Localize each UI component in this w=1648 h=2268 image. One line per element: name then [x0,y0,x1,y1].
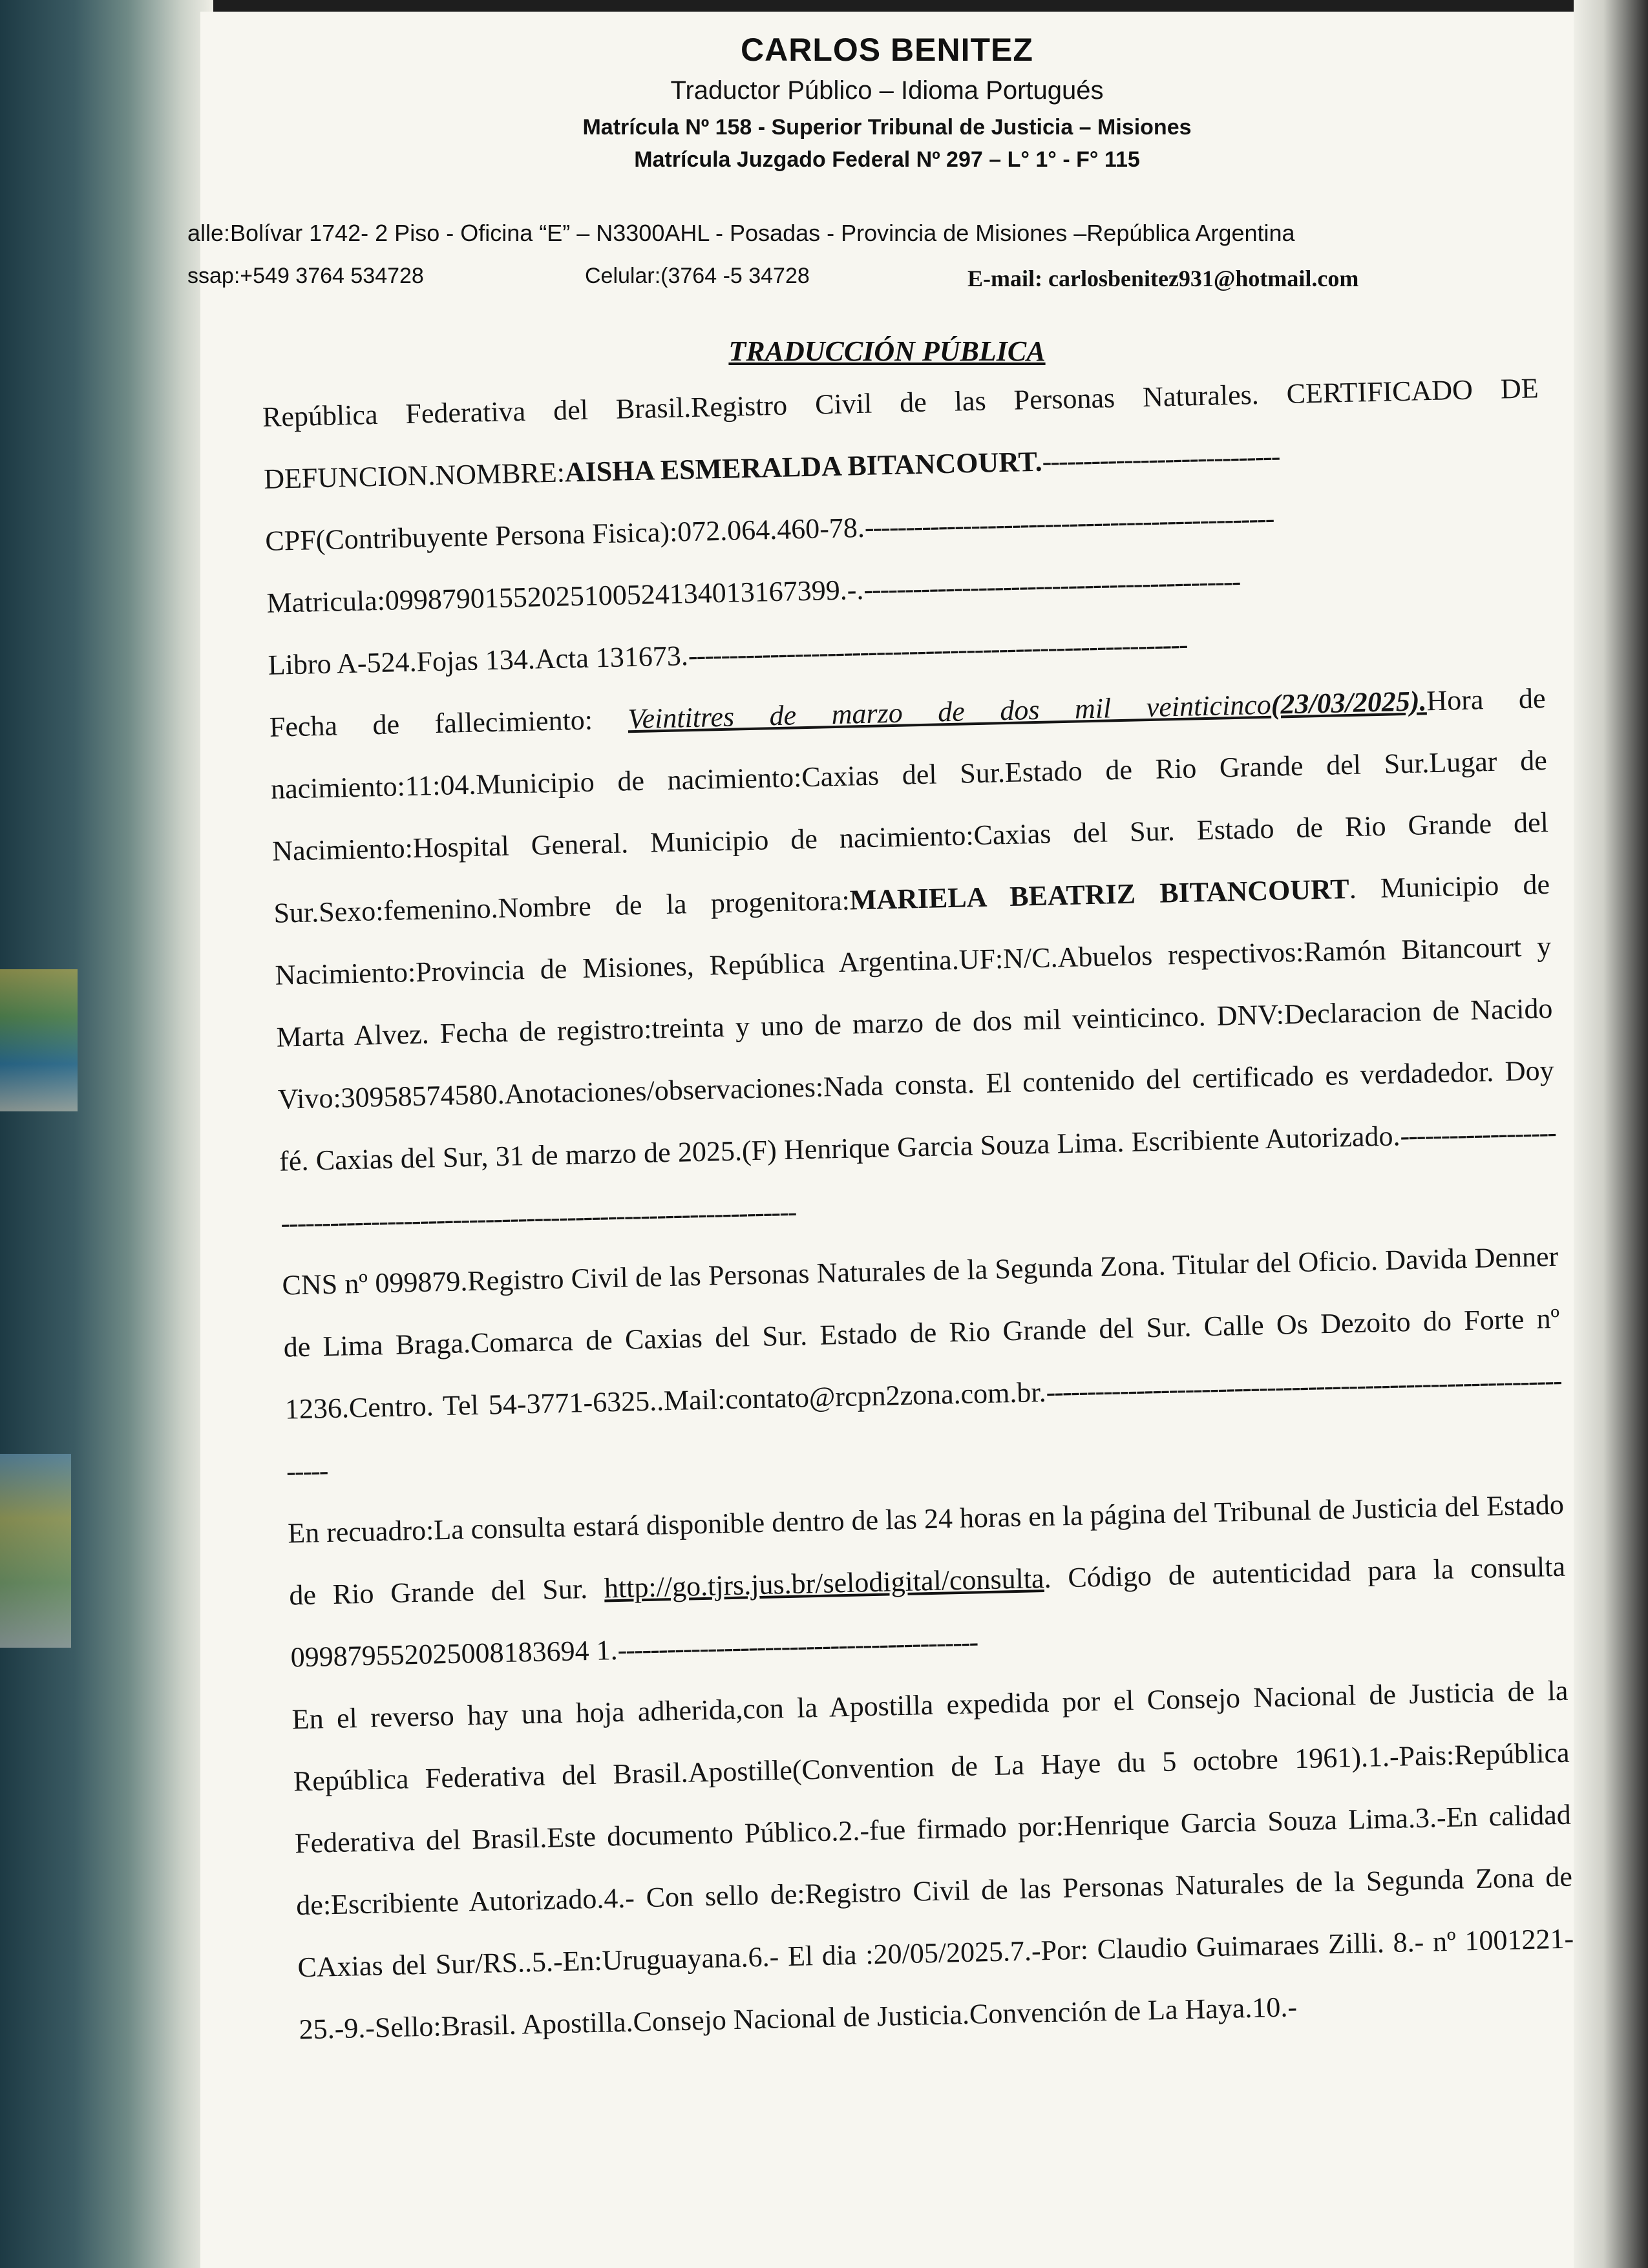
translation-body [262,357,1576,2061]
mobile-number: Celular:(3764 -5 34728 [585,264,810,288]
document-title: TRADUCCIÓN PÚBLICA [728,335,1046,367]
email-address: E-mail: carlosbenitez931@hotmail.com [967,266,1359,291]
mother-name: MARIELA BEATRIZ BITANCOURT [849,873,1350,916]
verification-link[interactable]: http://go.tjrs.jus.br/selodigital/consulta [604,1562,1045,1604]
paragraph: Libro A-524.Fojas 134.Acta 131673.------------------------------------------------------------- [268,628,1187,681]
contact-line [187,264,1577,296]
whatsapp-number: ssap:+549 3764 534728 [187,264,424,288]
document-page [187,12,1574,2268]
office-address: alle:Bolívar 1742- 2 Piso - Oficina “E” – N3300AHL - Posadas - Provincia de Misiones –República Argentina [187,220,1295,246]
cpf-number: CPF(Contribuyente Persona Fisica):072.064.460-78. [264,511,865,557]
scan-edge-left [0,0,213,2268]
paragraph: Fecha de fallecimiento: Veintitres de marzo de dos mil veinticinco(23/03/2025).Hora de nacimiento:11:04.Municipio de nacimiento:Caxias del Sur.Estado de Rio Grande del Sur.Lugar de Nacimiento:Hospital General. Municipio de nacimiento:Caxias del Sur. Estado de Rio Grande del Sur.Sexo:femenino.Nombre de la progenitora:MARIELA BEATRIZ BITANCOURT. Municipio de Nacimiento:Provincia de Misiones, República Argentina.UF:N/C.Abuelos respectivos:Ramón Bitancourt y Marta Alvez. Fecha de registro:treinta y uno de marzo de dos mil veinticinco. DNV:Declaracion de Nacido Vivo:30958574580.Anotaciones/observaciones:Nada consta. El contenido del certificado es verdadedor. Doy fé. Caxias del Sur, 31 de marzo de 2025.(F) Henrique Garcia Souza Lima. Escribiente Autorizado.---------------------------------------------------------------------------------- [269,682,1556,1239]
paragraph: CNS nº 099879.Registro Civil de las Personas Naturales de la Segunda Zona. Titular del Oficio. Davida Denner de Lima Braga.Comarca de Caxias del Sur. Estado de Rio Grande del Sur. Calle Os Dezoito do Forte nº 1236.Centro. Tel 54-3771-6325..Mail:contato@rcpn2zona.com.br.-------------------------------------------------------------------- [282,1240,1561,1487]
scan-edge-top [0,0,1648,12]
deceased-name: AISHA ESMERALDA BITANCOURT. [564,445,1043,488]
scan-edge-right [1574,0,1648,2268]
translator-name: CARLOS BENITEZ [741,32,1033,68]
paragraph: República Federativa del Brasil.Registro Civil de las Personas Naturales. CERTIFICADO DE DEFUNCION.NOMBRE:AISHA ESMERALDA BITANCOURT.----------------------------- [262,372,1539,495]
paragraph: CPF(Contribuyente Persona Fisica):072.064.460-78.-------------------------------------------------- [264,502,1274,557]
registration-line-1: Matrícula Nº 158 - Superior Tribunal de Justicia – Misiones [582,115,1192,140]
registration-line-2: Matrícula Juzgado Federal Nº 297 – L° 1° - F° 115 [634,147,1140,172]
paragraph: Matricula:09987901552025100524134013167399.-.---------------------------------------------- [266,565,1240,619]
death-date: Veintitres de marzo de dos mil veinticinco [627,688,1272,735]
paragraph: En recuadro:La consulta estará disponible dentro de las 24 horas en la página del Tribunal de Justicia del Estado de Rio Grande del Sur. http://go.tjrs.jus.br/selodigital/consulta. Código de autenticidad para la consulta 099879552025008183694 1.-------------------------------------------- [287,1488,1566,1674]
book-reference: Libro A-524.Fojas 134.Acta 131673. [268,640,689,681]
death-date-numeric: (23/03/2025). [1271,685,1427,720]
paragraph: En el reverso hay una hoja adherida,con la Apostilla expedida por el Consejo Nacional de Justicia de la República Federativa del Brasil.Apostille(Convention de La Haye du 5 octobre 1961).1.-Pais:República Federativa del Brasil.Este documento Público.2.-fue firmado por:Henrique Garcia Souza Lima.3.-En calidad de:Escribiente Autorizado.4.- Con sello de:Registro Civil de las Personas Naturales de la Segunda Zona de CAxias del Sur/RS..5.-En:Uruguayana.6.- El dia :20/05/2025.7.-Por: Claudio Guimaraes Zilli. 8.- nº 1001221-25.-9.-Sello:Brasil. Apostilla.Consejo Nacional de Justicia.Convención de La Haya.10.- [291,1674,1574,2046]
registration-number: Matricula:09987901552025100524134013167399.-. [266,573,864,619]
scan-artifact [0,1454,71,1648]
scan-artifact [0,969,78,1111]
translator-title: Traductor Público – Idioma Portugués [670,76,1104,105]
